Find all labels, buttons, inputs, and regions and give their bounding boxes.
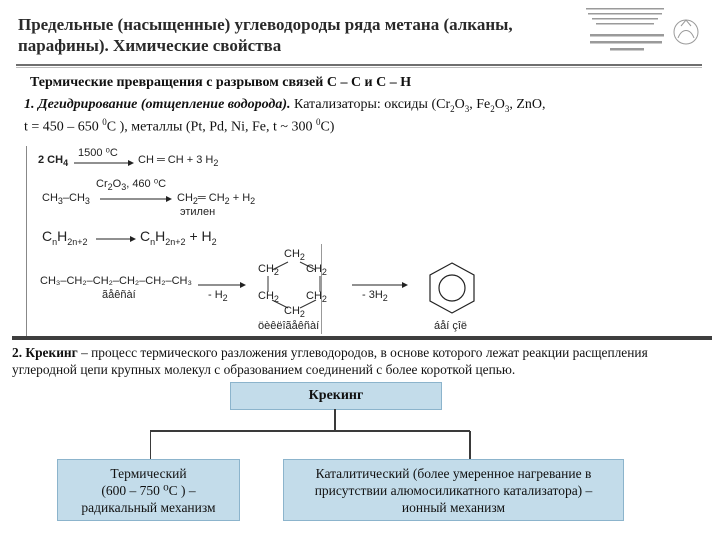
- catalytic-cracking-mechanism: ионный механизм: [401, 500, 506, 515]
- reaction-5-condition: - $3H_2$: [362, 289, 388, 304]
- tree-connector: [150, 409, 550, 461]
- reaction-3-arrow: [96, 234, 136, 244]
- thermal-cracking-temp: (600 – 750 ⁰С ) –: [101, 483, 196, 498]
- cracking-definition: – процесс термического разложения углеводородов, в основе которого лежат реакции расщепления углеродной цепи крупных молекул с образованием соединений с более короткой цепью.: [12, 345, 648, 377]
- reaction-3-product: $C_nH_{2n+2} + H_2$: [140, 228, 217, 247]
- reaction-4-reactant-name: ãåêñàí: [102, 289, 136, 301]
- reaction-margin-line: [26, 146, 27, 336]
- title-line-2: парафины). Химические свойства: [18, 36, 282, 55]
- section-heading-thermal: Термические превращения с разрывом связей С – С и С – Н: [30, 75, 412, 90]
- item-number: 1.: [24, 97, 35, 112]
- slide-title: [18, 14, 558, 56]
- reaction-2-arrow: [100, 194, 172, 204]
- cyclohexane-label: öèêëîãåêñàí: [258, 320, 320, 332]
- reaction-1-arrow: [74, 158, 134, 168]
- ring-bottom-group: $CH_2$: [284, 305, 305, 320]
- item-name: Дегидрирование (отщепление водорода).: [38, 97, 291, 112]
- benzene-label: áåí çîë: [434, 320, 468, 332]
- thermal-cracking-box: [57, 459, 240, 521]
- catalytic-cracking-box: [283, 459, 624, 521]
- reaction-3-reactant: $C_nH_{2n+2}$: [42, 228, 88, 247]
- cracking-paragraph: [12, 344, 712, 378]
- reaction-2-reactant: $CH_3-CH_3$: [42, 192, 90, 207]
- catalytic-cracking-condition: присутствии алюмосиликатного катализатора) –: [314, 483, 593, 498]
- cracking-number: 2.: [12, 345, 23, 360]
- ring-top-right-group: $CH_2$: [306, 263, 327, 278]
- reaction-4-reactant: CH₃–CH₂–CH₂–CH₂–CH₂–CH₃: [40, 275, 192, 287]
- cracking-box: Крекинг: [230, 382, 442, 410]
- reaction-1-condition: 1500 ⁰С: [78, 147, 118, 159]
- title-divider-thin: [16, 67, 702, 68]
- catalytic-cracking-title: Каталитический (более умеренное нагревание в: [315, 466, 592, 481]
- thermal-cracking-mechanism: радикальный механизм: [81, 500, 216, 515]
- reaction-2-product-name: этилен: [180, 206, 216, 218]
- reaction-1-product: CH ═ CH + 3 $H_2$: [138, 154, 219, 169]
- title-line-1: Предельные (насыщенные) углеводороды ряда метана (алканы,: [18, 15, 513, 34]
- title-divider: [16, 64, 702, 66]
- reaction-2-product: $CH_2═$ $CH_2 + H_2$: [177, 192, 256, 207]
- ring-bottom-left-group: $CH_2$: [258, 290, 279, 305]
- section-divider: [12, 336, 712, 340]
- university-logo: [582, 4, 708, 64]
- dehydrogenation-line-2: t = 450 – 650 $^0$С ), металлы (Pt, Pd, Ni, Fe, t ~ 300 $^0$С): [24, 117, 335, 135]
- thermal-cracking-title: Термический: [110, 466, 187, 481]
- dehydrogenation-line-1: 1. Дегидрирование (отщепление водорода). Катализаторы: оксиды ($Cr_2O_3$, $Fe_2O_3$, ZnO,: [24, 97, 546, 114]
- reaction-2-catalyst: $Cr_2O_3$, 460 ⁰С: [96, 178, 167, 193]
- reaction-1-reactant: 2 $CH_4$: [38, 154, 69, 169]
- cracking-term: Крекинг: [22, 345, 78, 360]
- reaction-4-condition: - $H_2$: [208, 289, 228, 304]
- ring-top-group: $CH_2$: [284, 248, 305, 263]
- benzene-ring: [426, 260, 478, 316]
- ring-bottom-right-group: $CH_2$: [306, 290, 327, 305]
- ring-top-left-group: $CH_2$: [258, 263, 279, 278]
